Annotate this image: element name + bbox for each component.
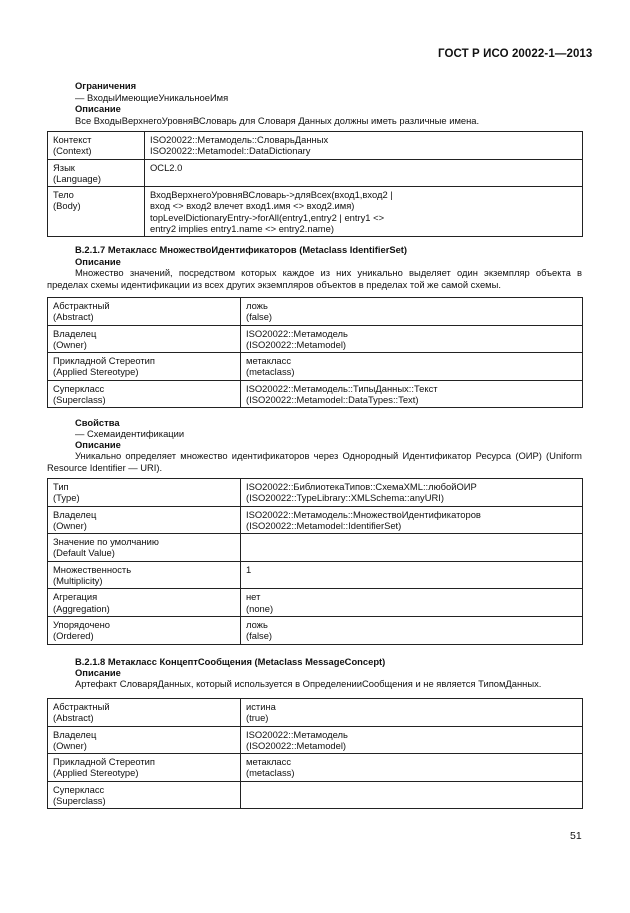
property-name-line: (Applied Stereotype) xyxy=(53,366,139,378)
property-value-line: (true) xyxy=(246,712,269,724)
property-value-line: (ISO20022::Metamodel::DataTypes::Text) xyxy=(246,394,419,406)
property-name-cell xyxy=(48,699,241,727)
property-value-line: ISO20022::Metamodel::DataDictionary xyxy=(150,145,311,157)
property-name-line: (Owner) xyxy=(53,739,87,751)
property-value-cell xyxy=(241,479,583,507)
property-name-line: (Superclass) xyxy=(53,795,106,807)
property-name-cell xyxy=(48,479,241,507)
property-name-line: Владелец xyxy=(53,728,97,740)
property-value-cell xyxy=(241,298,583,326)
description-heading: Описание xyxy=(75,103,121,114)
property-name-line: (Abstract) xyxy=(53,712,94,724)
table-row xyxy=(48,298,583,326)
property-name-line: Упорядочено xyxy=(53,618,110,630)
property-value-line: ISO20022::Метамодель::ТипыДанных::Текст xyxy=(246,382,438,394)
table-row xyxy=(48,325,583,353)
property-name-cell xyxy=(48,754,241,782)
property-name-cell xyxy=(48,132,145,160)
property-name-cell xyxy=(48,534,241,562)
property-name-line: (Ordered) xyxy=(53,630,94,642)
table-row xyxy=(48,353,583,381)
property-value-cell xyxy=(145,187,583,237)
property-value-line: (metaclass) xyxy=(246,767,295,779)
property-name-line: Прикладной Стереотип xyxy=(53,756,155,768)
description-text: Множество значений, посредством которых каждое из них уникально выделяет один экземпляр объекта в пределах схемы идентификации из всех других экземпляров объектов в пределах той же самой схемы. xyxy=(47,267,582,291)
section-heading-messageconcept: B.2.1.8 Метакласс КонцептСообщения (Metaclass MessageConcept) xyxy=(75,656,386,667)
table-row xyxy=(48,726,583,754)
property-value-line: (ISO20022::TypeLibrary::XMLSchema::anyURI) xyxy=(246,492,445,504)
property-name-line: (Applied Stereotype) xyxy=(53,767,139,779)
property-name-line: Абстрактный xyxy=(53,300,110,311)
property-value-cell xyxy=(241,380,583,408)
property-value-line: ложь xyxy=(246,300,268,311)
messageconcept-attributes-table xyxy=(47,698,583,809)
property-value-line: вход <> вход2 влечет вход1.имя <> вход2.имя) xyxy=(150,200,355,212)
property-value-cell xyxy=(145,159,583,187)
properties-heading: Свойства xyxy=(75,417,120,428)
property-name-cell xyxy=(48,187,145,237)
property-name-cell xyxy=(48,298,241,326)
property-name-line: Абстрактный xyxy=(53,701,110,712)
property-value-cell xyxy=(241,754,583,782)
property-value-line: истина xyxy=(246,701,276,712)
property-value-cell xyxy=(241,616,583,644)
property-name-line: Тип xyxy=(53,481,69,492)
property-name-line: Тело xyxy=(53,189,74,201)
document-header: ГОСТ Р ИСО 20022-1—2013 xyxy=(438,48,593,60)
property-name-line: (Owner) xyxy=(53,338,87,350)
property-value-line: ISO20022::БиблиотекаТипов::СхемаXML::любойОИР xyxy=(246,481,477,492)
table-row xyxy=(48,754,583,782)
property-name-cell xyxy=(48,616,241,644)
description-heading: Описание xyxy=(75,256,121,267)
table-row xyxy=(48,132,583,160)
property-value-line: 1 xyxy=(246,563,252,575)
property-item: — Схемаидентификации xyxy=(75,428,185,439)
property-name-cell xyxy=(48,159,145,187)
table-row xyxy=(48,589,583,617)
property-name-line: (Type) xyxy=(53,492,80,504)
property-value-cell xyxy=(241,699,583,727)
page-number: 51 xyxy=(570,830,582,842)
property-value-cell xyxy=(241,353,583,381)
property-name-line: (Abstract) xyxy=(53,311,94,323)
restrictions-heading: Ограничения xyxy=(75,80,137,91)
property-name-cell xyxy=(48,506,241,534)
property-name-line: Владелец xyxy=(53,327,97,339)
property-value-line: (ISO20022::Metamodel) xyxy=(246,338,347,350)
property-value-line: нет xyxy=(246,591,261,603)
identification-scheme-table xyxy=(47,478,583,645)
messageconcept-attributes-body xyxy=(48,699,583,809)
property-name-line: Язык xyxy=(53,161,75,173)
property-value-cell xyxy=(241,506,583,534)
property-value-line: ВходВерхнегоУровняВСловарь->дляВсех(вход1,вход2 | xyxy=(150,189,393,201)
section-heading-identifierset: B.2.1.7 Метакласс МножествоИдентификаторов (Metaclass IdentifierSet) xyxy=(75,244,408,255)
property-name-cell xyxy=(48,325,241,353)
property-name-cell xyxy=(48,380,241,408)
property-name-line: (Aggregation) xyxy=(53,602,110,614)
property-name-line: Прикладной Стереотип xyxy=(53,355,155,367)
property-value-cell xyxy=(241,561,583,589)
property-name-cell xyxy=(48,589,241,617)
property-name-line: (Default Value) xyxy=(53,547,115,559)
description-text: Все ВходыВерхнегоУровняВСловарь для Словаря Данных должны иметь различные имена. xyxy=(75,115,480,126)
property-value-line: (ISO20022::Metamodel::IdentifierSet) xyxy=(246,519,402,531)
property-name-line: Контекст xyxy=(53,134,92,145)
property-name-line: (Context) xyxy=(53,145,92,157)
table-row xyxy=(48,479,583,507)
property-value-line: ISO20022::Метамодель::МножествоИдентификаторов xyxy=(246,508,481,520)
property-name-cell xyxy=(48,561,241,589)
property-value-cell xyxy=(241,325,583,353)
property-name-line: Агрегация xyxy=(53,591,98,603)
property-value-cell xyxy=(241,726,583,754)
property-value-cell xyxy=(241,534,583,562)
property-value-line: topLevelDictionaryEntry->forAll(entry1,entry2 | entry1 <> xyxy=(150,211,385,223)
property-value-cell xyxy=(145,132,583,160)
constraint-table xyxy=(47,131,583,237)
property-name-line: Суперкласс xyxy=(53,382,105,394)
description-heading: Описание xyxy=(75,667,121,678)
property-value-line: ложь xyxy=(246,618,268,630)
property-value-line: ISO20022::Метамодель::СловарьДанных xyxy=(150,134,329,145)
property-value-line: entry2 implies entry1.name <> entry2.name) xyxy=(150,223,334,235)
identification-scheme-body xyxy=(48,479,583,645)
property-name-line: (Superclass) xyxy=(53,394,106,406)
table-row xyxy=(48,534,583,562)
property-value-line: (false) xyxy=(246,311,273,323)
property-value-cell xyxy=(241,589,583,617)
property-name-line: (Multiplicity) xyxy=(53,575,103,587)
property-name-cell xyxy=(48,353,241,381)
property-value-line: метакласс xyxy=(246,355,292,367)
property-name-line: Владелец xyxy=(53,508,97,520)
property-value-line: ISO20022::Метамодель xyxy=(246,728,348,740)
table-row xyxy=(48,699,583,727)
table-row xyxy=(48,159,583,187)
property-value-line: (none) xyxy=(246,602,274,614)
property-value-line: (ISO20022::Metamodel) xyxy=(246,739,347,751)
table-row xyxy=(48,561,583,589)
property-name-line: Значение по умолчанию xyxy=(53,536,159,548)
property-value-line: (metaclass) xyxy=(246,366,295,378)
property-value-line: (false) xyxy=(246,630,273,642)
table-row xyxy=(48,187,583,237)
property-name-line: (Language) xyxy=(53,172,101,184)
property-value-line: ISO20022::Метамодель xyxy=(246,327,348,339)
property-name-cell xyxy=(48,726,241,754)
property-value-cell xyxy=(241,781,583,809)
identifierset-attributes-body xyxy=(48,298,583,408)
description-heading: Описание xyxy=(75,439,121,450)
restriction-item: — ВходыИмеющиеУникальноеИмя xyxy=(75,92,229,103)
table-row xyxy=(48,506,583,534)
property-value-line: OCL2.0 xyxy=(150,161,183,173)
table-row xyxy=(48,781,583,809)
description-text: Артефакт СловаряДанных, который используется в ОпределенииСообщения и не является ТипомДанных. xyxy=(75,678,542,689)
table-row xyxy=(48,380,583,408)
property-name-line: Множественность xyxy=(53,563,132,575)
property-name-cell xyxy=(48,781,241,809)
description-text: Уникально определяет множество идентификаторов через Однородный Идентификатор Ресурса (ОИР) (Uniform Resource Identifier — URI). xyxy=(47,450,582,474)
property-name-line: Суперкласс xyxy=(53,783,105,795)
property-name-line: (Body) xyxy=(53,200,81,212)
constraint-table-body xyxy=(48,132,583,237)
property-name-line: (Owner) xyxy=(53,519,87,531)
table-row xyxy=(48,616,583,644)
identifierset-attributes-table xyxy=(47,297,583,408)
property-value-line: метакласс xyxy=(246,756,292,768)
